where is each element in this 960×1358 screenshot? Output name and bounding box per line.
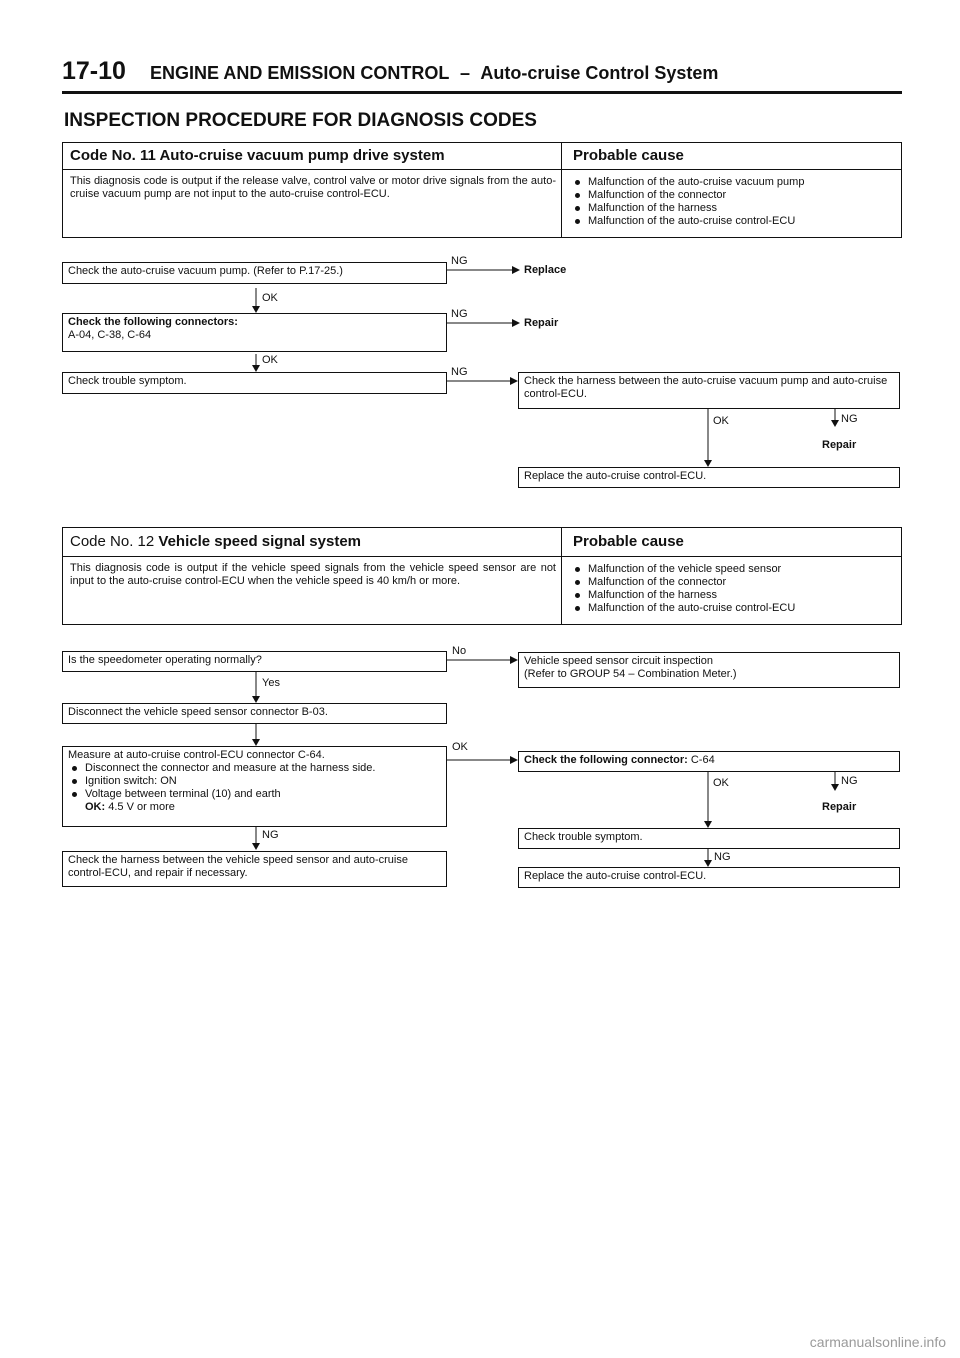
watermark: carmanualsonline.info (809, 1334, 946, 1350)
measure-item: Voltage between terminal (10) and earth (68, 788, 441, 801)
measure-item: Ignition switch: ON (68, 775, 441, 788)
replace-result: Replace (524, 264, 567, 276)
ng-label: NG (714, 851, 731, 863)
measure-ecu-step (62, 746, 447, 827)
cause-item: Malfunction of the harness (571, 202, 891, 215)
code11-title: Code No. 11 Auto-cruise vacuum pump drive system (70, 147, 445, 164)
ok-label: OK (262, 292, 278, 304)
measure-title: Measure at auto-cruise control-ECU connector C-64. (68, 749, 325, 761)
check-connectors-detail: A-04, C-38, C-64 (68, 329, 152, 341)
check-trouble-symptom-step: Check trouble symptom. (62, 372, 447, 394)
disconnect-sensor-step: Disconnect the vehicle speed sensor connector B-03. (62, 703, 447, 724)
inspection-line1: Vehicle speed sensor circuit inspection (524, 655, 713, 667)
replace-ecu-step: Replace the auto-cruise control-ECU. (518, 867, 900, 888)
connector-c64-check-step (518, 751, 900, 772)
no-label: No (452, 645, 467, 657)
repair-result: Repair (822, 801, 857, 813)
connector-check-value: C-64 (690, 754, 715, 766)
ok-label: OK (713, 415, 729, 427)
ng-label: NG (451, 255, 468, 267)
code12-cause-header: Probable cause (573, 533, 684, 550)
cause-item: Malfunction of the connector (571, 189, 891, 202)
cause-item: Malfunction of the connector (571, 576, 891, 589)
cause-item: Malfunction of the vehicle speed sensor (571, 563, 891, 576)
ok-label: OK (262, 354, 278, 366)
page-number: 17-10 (62, 57, 126, 85)
ng-label: NG (451, 308, 468, 320)
title-dash: – (460, 63, 471, 83)
harness-check-step: Check the harness between the auto-cruise vacuum pump and auto-cruise control-ECU. (518, 372, 900, 409)
ng-label: NG (451, 366, 468, 378)
trouble-symptom-step: Check trouble symptom. (518, 828, 900, 849)
code12-head-divider (63, 556, 901, 557)
code11-cause-header: Probable cause (573, 147, 684, 164)
section-subtitle: Auto-cruise Control System (480, 63, 719, 83)
speedometer-question: Is the speedometer operating normally? (62, 651, 447, 672)
replace-ecu-step: Replace the auto-cruise control-ECU. (518, 467, 900, 488)
section-title: ENGINE AND EMISSION CONTROL (150, 63, 450, 83)
cause-item: Malfunction of the auto-cruise control-ECU (571, 602, 891, 615)
code11-description: This diagnosis code is output if the release valve, control valve or motor drive signals from the auto-cruise vacuum pump are not input to the auto-cruise control-ECU. (70, 175, 556, 200)
repair-result: Repair (822, 439, 857, 451)
cause-item: Malfunction of the auto-cruise vacuum pump (571, 176, 891, 189)
ok-criterion-value: 4.5 V or more (108, 801, 175, 813)
ok-criterion-label: OK: (85, 801, 106, 813)
check-connectors-title: Check the following connectors: (68, 316, 238, 328)
ok-label: OK (713, 777, 729, 789)
code12-system-name: Vehicle speed signal system (158, 533, 362, 550)
yes-label: Yes (262, 677, 280, 689)
ng-label: NG (841, 413, 858, 425)
cause-item: Malfunction of the harness (571, 589, 891, 602)
ng-label: NG (841, 775, 858, 787)
repair-result: Repair (524, 317, 559, 329)
code12-description: This diagnosis code is output if the vehicle speed signals from the vehicle speed sensor are not input to the auto-cruise control-ECU when the vehicle speed is 40 km/h or more. (70, 562, 556, 587)
check-connectors-step (62, 313, 447, 352)
procedure-heading: INSPECTION PROCEDURE FOR DIAGNOSIS CODES (64, 110, 537, 131)
measure-item: Disconnect the connector and measure at the harness side. (68, 762, 441, 775)
inspection-line2: (Refer to GROUP 54 – Combination Meter.) (524, 668, 737, 680)
code11-flow-lines (0, 0, 960, 520)
measure-ok-criterion (68, 801, 441, 814)
harness-repair-step: Check the harness between the vehicle speed sensor and auto-cruise control-ECU, and repair if necessary. (62, 851, 447, 887)
speed-sensor-inspection-step (518, 652, 900, 688)
connector-check-label: Check the following connector: (524, 754, 688, 766)
measure-items (68, 762, 441, 801)
check-vacuum-pump-step: Check the auto-cruise vacuum pump. (Refer to P.17-25.) (62, 262, 447, 284)
ok-label: OK (452, 741, 468, 753)
code12-code-number: Code No. 12 (70, 533, 155, 550)
cause-item: Malfunction of the auto-cruise control-ECU (571, 215, 891, 228)
code12-title (70, 533, 361, 550)
ng-label: NG (262, 829, 279, 841)
